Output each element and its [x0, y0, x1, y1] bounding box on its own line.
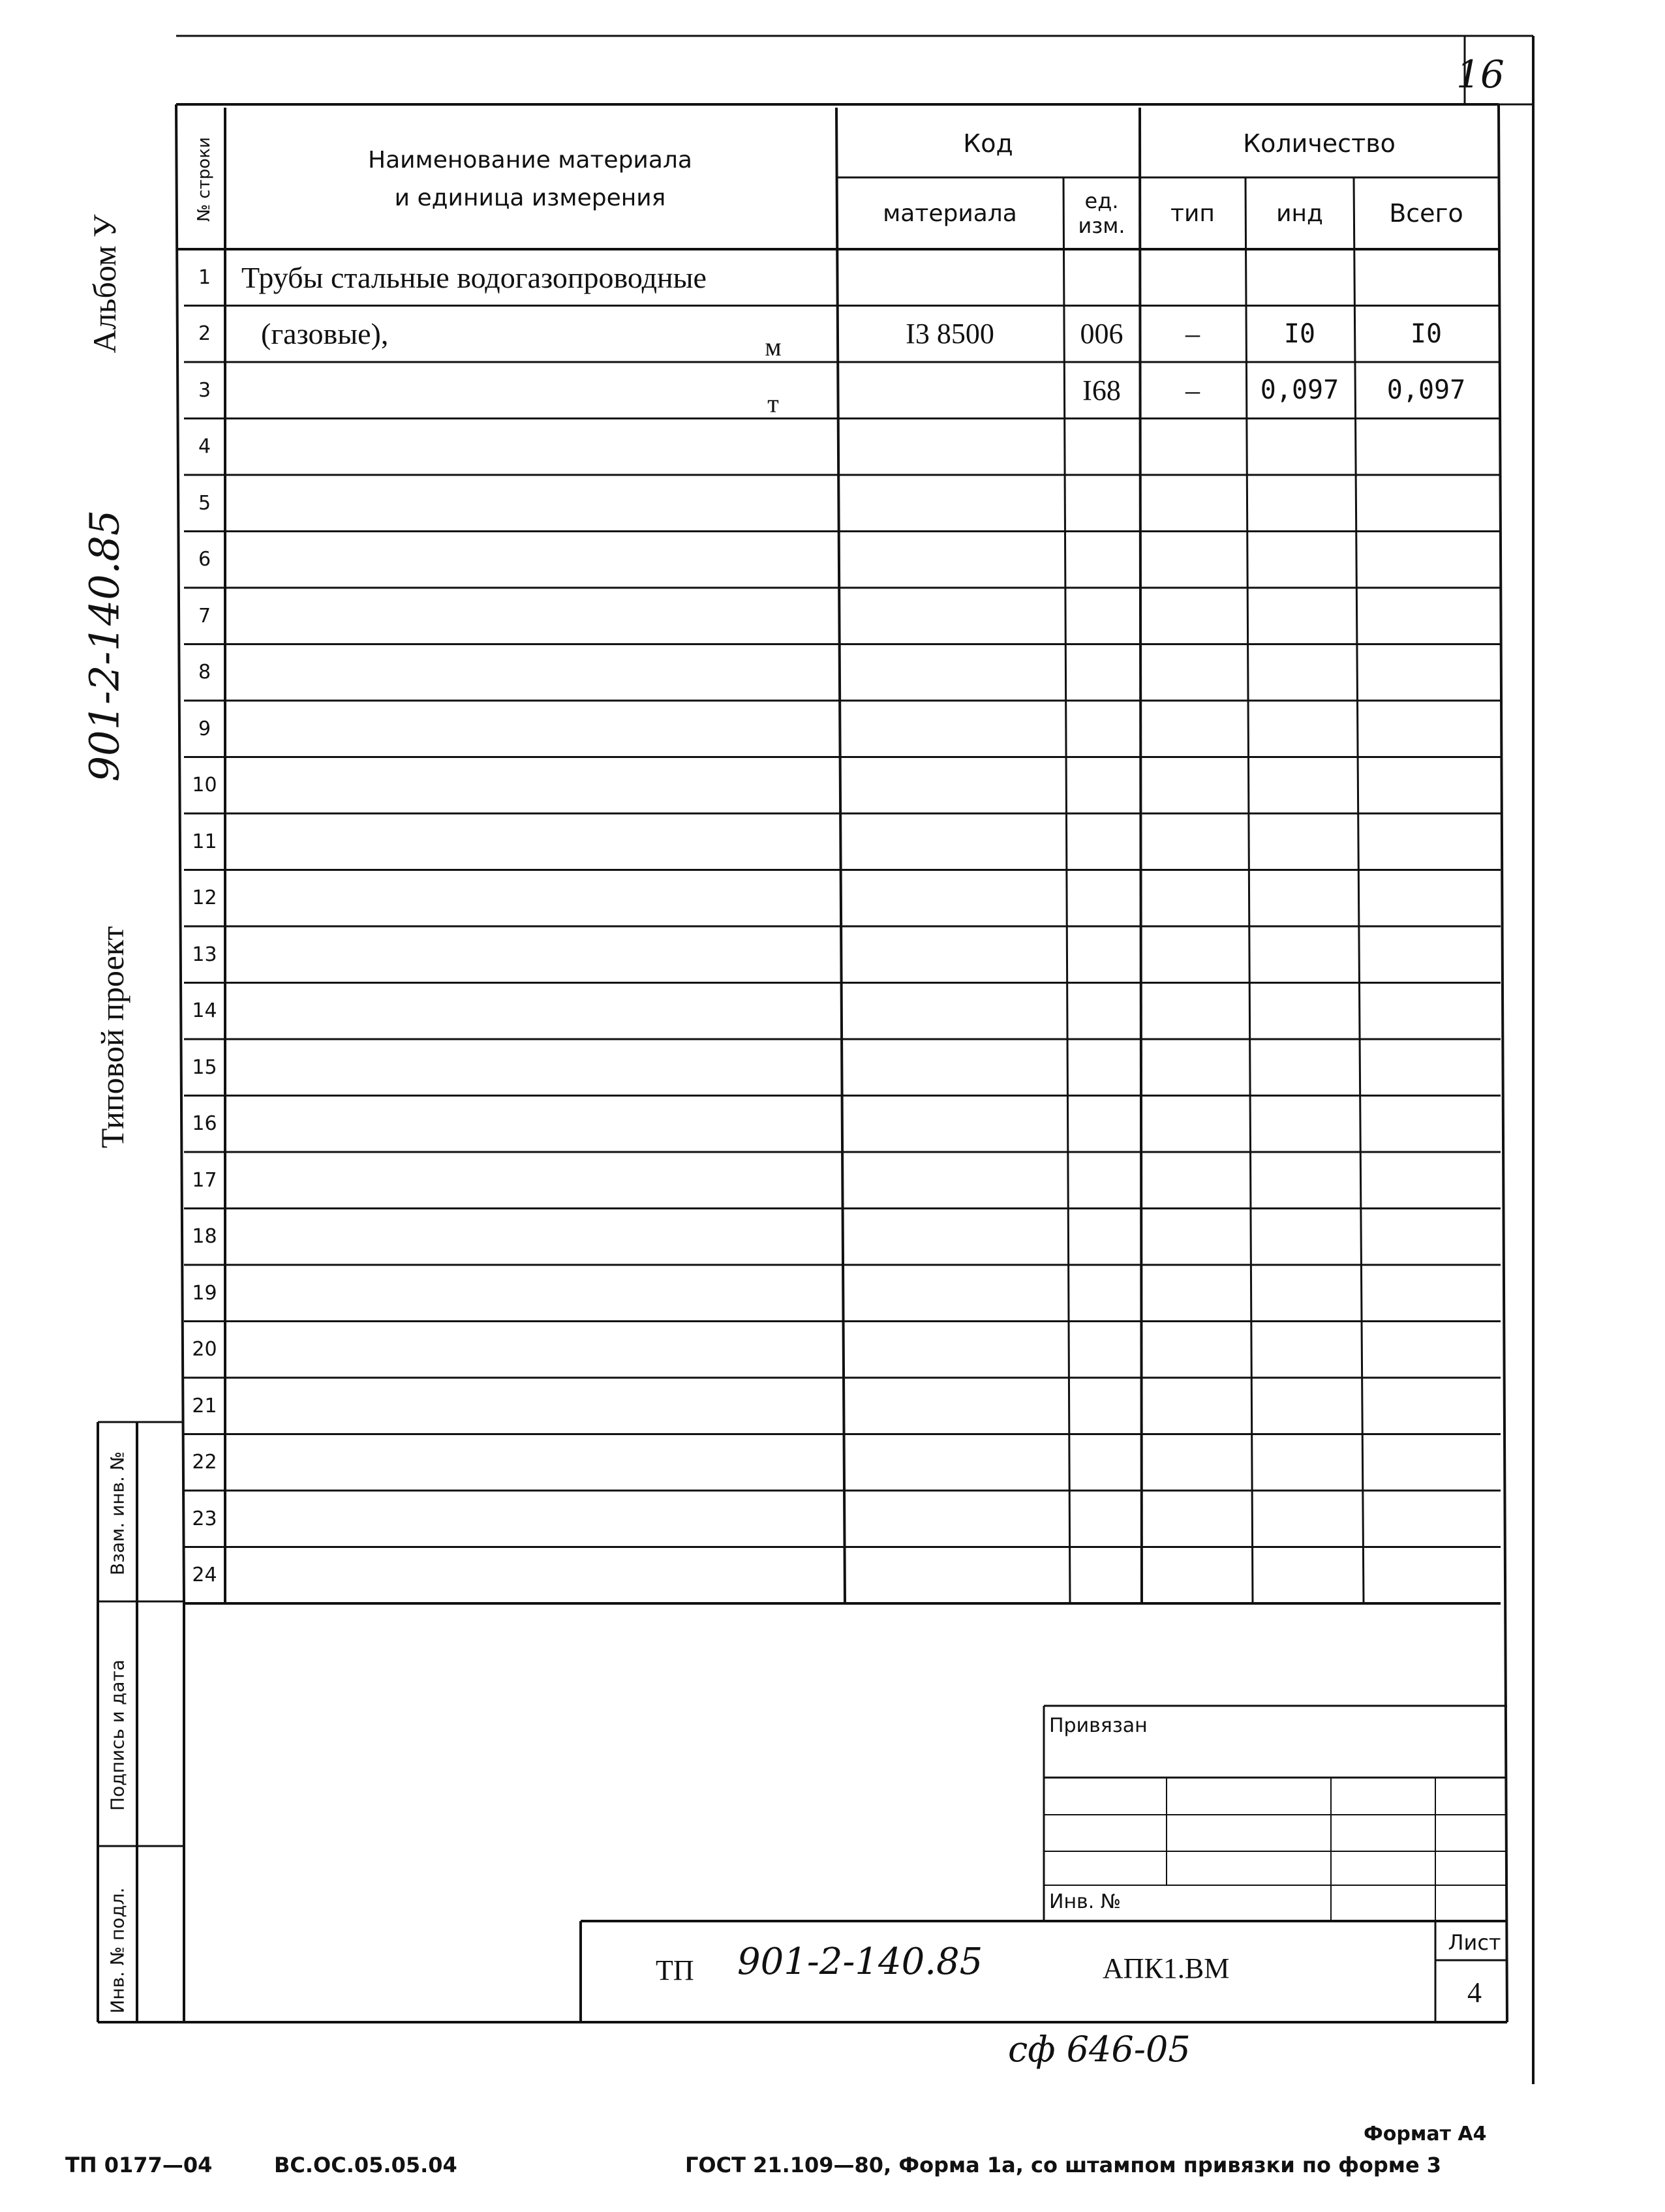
qty-type — [1140, 419, 1245, 476]
podpis-data-label: Подпись и дата — [106, 1659, 129, 1811]
qty-type — [1140, 1039, 1245, 1096]
qty-total — [1354, 1434, 1499, 1491]
material-name — [241, 1096, 771, 1153]
table-row — [0, 306, 1665, 363]
material-name — [241, 1434, 771, 1491]
unit-code — [1063, 1039, 1140, 1096]
unit-code — [1063, 813, 1140, 870]
material-name — [241, 1491, 771, 1547]
unit-of-measure — [737, 1322, 809, 1381]
header-code-unit — [1063, 177, 1140, 249]
qty-total — [1354, 1322, 1499, 1378]
table-row — [0, 475, 1665, 532]
unit-code — [1063, 983, 1140, 1040]
qty-type — [1140, 1152, 1245, 1209]
table-row — [0, 362, 1665, 419]
row-number: 6 — [198, 548, 211, 571]
row-number: 22 — [192, 1451, 217, 1474]
qty-type — [1140, 1547, 1245, 1604]
material-code — [836, 1096, 1063, 1153]
vzam-inv-label: Взам. инв. № — [106, 1451, 129, 1576]
row-number: 7 — [198, 604, 211, 628]
material-name — [241, 1322, 771, 1378]
qty-type — [1140, 475, 1245, 532]
table-row — [0, 926, 1665, 983]
side-project-number: 901-2-140.85 — [80, 509, 129, 782]
unit-of-measure — [737, 1096, 809, 1155]
qty-ind — [1245, 249, 1354, 306]
material-code — [836, 1209, 1063, 1265]
qty-total — [1354, 249, 1499, 306]
material-name — [241, 475, 771, 532]
material-code — [836, 419, 1063, 476]
unit-of-measure — [737, 983, 809, 1042]
qty-ind — [1245, 1322, 1354, 1378]
qty-ind — [1245, 870, 1354, 927]
row-number: 15 — [192, 1055, 217, 1079]
album-label: Альбом У — [86, 214, 123, 354]
material-code — [836, 249, 1063, 306]
unit-of-measure — [737, 813, 809, 873]
row-number: 8 — [198, 661, 211, 684]
qty-ind — [1245, 983, 1354, 1040]
table-row — [0, 1096, 1665, 1153]
unit-of-measure — [737, 757, 809, 817]
material-name — [241, 813, 771, 870]
qty-type — [1140, 1491, 1245, 1547]
qty-total — [1354, 1491, 1499, 1547]
qty-ind — [1245, 813, 1354, 870]
table-row — [0, 1209, 1665, 1265]
table-row — [0, 588, 1665, 644]
unit-code — [1063, 701, 1140, 757]
material-name — [241, 1378, 771, 1434]
unit-code — [1063, 1547, 1140, 1604]
row-number: 14 — [192, 999, 217, 1023]
qty-ind — [1245, 1547, 1354, 1604]
unit-of-measure — [737, 588, 809, 647]
format-label: Формат А4 — [1364, 2123, 1487, 2145]
qty-ind — [1245, 1039, 1354, 1096]
unit-of-measure — [737, 701, 809, 760]
qty-ind — [1245, 1152, 1354, 1209]
header-code-unit-line2: изм. — [1078, 213, 1125, 238]
qty-total — [1354, 644, 1499, 701]
material-code — [836, 1039, 1063, 1096]
table-row — [0, 419, 1665, 476]
material-name — [241, 1209, 771, 1265]
material-name — [241, 1039, 771, 1096]
unit-code — [1063, 644, 1140, 701]
header-name-line1: Наименование материала — [368, 147, 692, 174]
unit-of-measure — [737, 1547, 809, 1607]
qty-total — [1354, 1209, 1499, 1265]
unit-of-measure — [737, 532, 809, 591]
qty-total — [1354, 813, 1499, 870]
material-code — [836, 1265, 1063, 1322]
qty-ind — [1245, 532, 1354, 588]
qty-type — [1140, 701, 1245, 757]
header-qty-ind: инд — [1276, 200, 1323, 227]
qty-total — [1354, 1547, 1499, 1604]
material-code — [836, 532, 1063, 588]
footer-standard: ГОСТ 21.109—80, Форма 1а, со штампом привязки по форме 3 — [685, 2153, 1442, 2177]
unit-of-measure — [737, 926, 809, 986]
material-code: I3 8500 — [906, 318, 994, 350]
qty-type — [1140, 249, 1245, 306]
row-number: 2 — [198, 322, 211, 346]
qty-total — [1354, 1152, 1499, 1209]
unit-code — [1063, 588, 1140, 644]
material-name — [241, 532, 771, 588]
material-code — [836, 1322, 1063, 1378]
qty-type — [1140, 532, 1245, 588]
unit-of-measure — [737, 419, 809, 478]
table-row — [0, 532, 1665, 588]
qty-type: – — [1185, 318, 1200, 350]
row-number: 19 — [192, 1281, 217, 1305]
unit-code — [1063, 1378, 1140, 1434]
unit-of-measure — [737, 1039, 809, 1098]
table-row — [0, 983, 1665, 1040]
title-project-number: 901-2-140.85 — [737, 1941, 983, 1983]
material-name — [241, 1152, 771, 1209]
unit-code — [1063, 532, 1140, 588]
material-name — [241, 419, 771, 476]
material-code — [836, 1491, 1063, 1547]
unit-of-measure — [737, 475, 809, 534]
qty-total: 0,097 — [1386, 375, 1466, 406]
qty-ind — [1245, 926, 1354, 983]
qty-type — [1140, 870, 1245, 927]
qty-total — [1354, 926, 1499, 983]
qty-ind — [1245, 1378, 1354, 1434]
qty-total — [1354, 588, 1499, 644]
table-row — [0, 1322, 1665, 1378]
unit-of-measure: м — [765, 332, 782, 361]
material-name — [241, 1547, 771, 1604]
table-row — [0, 249, 1665, 306]
footer-left-code: ТП 0177—04 — [65, 2153, 213, 2177]
unit-of-measure — [737, 1378, 809, 1437]
table-row — [0, 1378, 1665, 1434]
header-qty-type: тип — [1170, 200, 1215, 227]
unit-of-measure — [737, 1265, 809, 1324]
row-number: 18 — [192, 1225, 217, 1249]
unit-code — [1063, 475, 1140, 532]
qty-type — [1140, 1209, 1245, 1265]
qty-ind — [1245, 1265, 1354, 1322]
unit-code — [1063, 1434, 1140, 1491]
material-code — [836, 983, 1063, 1040]
unit-code — [1063, 757, 1140, 814]
row-number: 21 — [192, 1394, 217, 1417]
material-code — [836, 1378, 1063, 1434]
material-code — [836, 926, 1063, 983]
qty-type — [1140, 813, 1245, 870]
qty-ind — [1245, 701, 1354, 757]
unit-code — [1063, 926, 1140, 983]
qty-type — [1140, 1434, 1245, 1491]
material-code — [836, 1152, 1063, 1209]
unit-of-measure — [737, 1152, 809, 1211]
unit-code — [1063, 1491, 1140, 1547]
material-code — [836, 644, 1063, 701]
row-number: 11 — [192, 830, 217, 853]
unit-of-measure: т — [767, 388, 779, 418]
unit-of-measure — [737, 1491, 809, 1550]
header-row-no: № строки — [194, 137, 214, 222]
table-row — [0, 757, 1665, 814]
material-name — [241, 757, 771, 814]
qty-type: – — [1185, 374, 1200, 406]
qty-total: I0 — [1410, 318, 1443, 349]
row-number: 3 — [198, 378, 211, 402]
table-row — [0, 1152, 1665, 1209]
qty-ind — [1245, 419, 1354, 476]
row-number: 17 — [192, 1168, 217, 1192]
header-qty-total: Всего — [1389, 199, 1463, 228]
material-name — [241, 926, 771, 983]
qty-total — [1354, 1378, 1499, 1434]
qty-ind — [1245, 1209, 1354, 1265]
sheet-label: Лист — [1448, 1930, 1501, 1955]
header-code-unit-line1: ед. — [1084, 188, 1119, 213]
unit-of-measure — [737, 249, 809, 309]
unit-of-measure — [737, 644, 809, 704]
qty-type — [1140, 1322, 1245, 1378]
material-name: Трубы стальные водогазопроводные — [241, 260, 707, 294]
unit-code — [1063, 1152, 1140, 1209]
qty-ind — [1245, 588, 1354, 644]
qty-type — [1140, 644, 1245, 701]
row-number: 10 — [192, 774, 217, 797]
qty-type — [1140, 1096, 1245, 1153]
table-row — [0, 1491, 1665, 1547]
qty-ind — [1245, 757, 1354, 814]
qty-total — [1354, 1265, 1499, 1322]
qty-type — [1140, 588, 1245, 644]
table-row — [0, 1434, 1665, 1491]
unit-code — [1063, 419, 1140, 476]
unit-code: 006 — [1080, 318, 1123, 350]
table-row — [0, 1039, 1665, 1096]
qty-type — [1140, 926, 1245, 983]
qty-ind — [1245, 644, 1354, 701]
material-code — [836, 701, 1063, 757]
row-number: 9 — [198, 717, 211, 740]
inv-podl-label: Инв. № подл. — [106, 1887, 129, 2014]
material-code — [836, 757, 1063, 814]
row-number: 5 — [198, 491, 211, 515]
qty-type — [1140, 1378, 1245, 1434]
qty-ind — [1245, 475, 1354, 532]
sheet-corner-number: 16 — [1456, 52, 1505, 97]
row-number: 4 — [198, 435, 211, 459]
material-code — [836, 813, 1063, 870]
row-number: 12 — [192, 886, 217, 910]
row-number: 23 — [192, 1507, 217, 1530]
material-name: (газовые), — [261, 317, 389, 351]
table-row — [0, 644, 1665, 701]
header-name — [225, 111, 835, 248]
unit-of-measure — [737, 870, 809, 930]
qty-ind: I0 — [1283, 318, 1316, 349]
material-code — [836, 870, 1063, 927]
row-number: 13 — [192, 943, 217, 966]
material-name — [241, 983, 771, 1040]
qty-ind — [1245, 1434, 1354, 1491]
privyazan-label: Привязан — [1049, 1714, 1148, 1737]
row-number: 20 — [192, 1338, 217, 1361]
qty-type — [1140, 1265, 1245, 1322]
material-code — [836, 475, 1063, 532]
qty-ind: 0,097 — [1260, 375, 1339, 406]
unit-code — [1063, 870, 1140, 927]
unit-of-measure — [737, 1209, 809, 1268]
material-name — [241, 362, 771, 419]
table-row — [0, 701, 1665, 757]
material-code — [836, 1434, 1063, 1491]
sheet-number: 4 — [1467, 1976, 1482, 2008]
unit-code — [1063, 1322, 1140, 1378]
material-name — [241, 644, 771, 701]
header-code-material: материала — [883, 200, 1017, 227]
title-tp: ТП — [656, 1954, 694, 1986]
unit-code — [1063, 1209, 1140, 1265]
qty-total — [1354, 983, 1499, 1040]
table-row — [0, 870, 1665, 927]
qty-type — [1140, 757, 1245, 814]
qty-ind — [1245, 1096, 1354, 1153]
qty-ind — [1245, 1491, 1354, 1547]
unit-of-measure — [737, 1434, 809, 1494]
material-name — [241, 701, 771, 757]
qty-total — [1354, 419, 1499, 476]
unit-code — [1063, 1265, 1140, 1322]
header-name-line2: и единица измерения — [394, 185, 666, 211]
header-quantity: Количество — [1243, 129, 1396, 158]
unit-code — [1063, 249, 1140, 306]
table-row — [0, 1547, 1665, 1604]
row-number: 16 — [192, 1112, 217, 1136]
qty-total — [1354, 870, 1499, 927]
material-name — [241, 870, 771, 927]
header-code: Код — [963, 129, 1013, 158]
typical-project-label: Типовой проект — [94, 926, 130, 1149]
handwritten-note: сф 646-05 — [1008, 2029, 1191, 2070]
row-number: 24 — [192, 1564, 217, 1587]
material-name — [241, 1265, 771, 1322]
inv-no-label: Инв. № — [1049, 1890, 1122, 1913]
qty-type — [1140, 983, 1245, 1040]
row-number: 1 — [198, 265, 211, 289]
unit-code: I68 — [1082, 374, 1121, 406]
qty-total — [1354, 1039, 1499, 1096]
qty-total — [1354, 1096, 1499, 1153]
material-code — [836, 588, 1063, 644]
title-doc-code: АПК1.ВМ — [1103, 1952, 1230, 1984]
material-code — [836, 1547, 1063, 1604]
table-row — [0, 1265, 1665, 1322]
material-code — [836, 362, 1063, 419]
qty-total — [1354, 475, 1499, 532]
qty-total — [1354, 532, 1499, 588]
qty-total — [1354, 701, 1499, 757]
footer-left-code2: ВС.ОС.05.05.04 — [274, 2153, 457, 2177]
unit-code — [1063, 1096, 1140, 1153]
table-row — [0, 813, 1665, 870]
qty-total — [1354, 757, 1499, 814]
material-name — [241, 588, 771, 644]
